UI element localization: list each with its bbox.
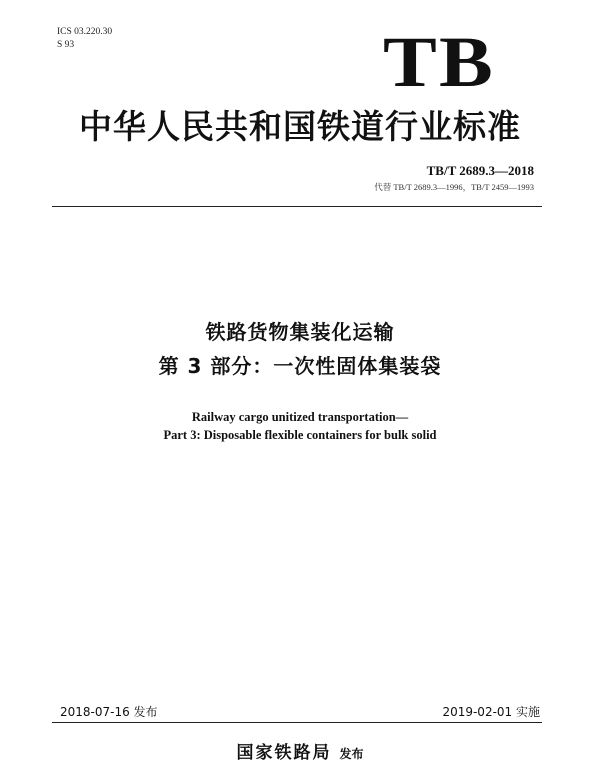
effective-date: 2019-02-01 实施 — [442, 705, 540, 719]
document-title-cn-line2: 第 3 部分：一次性固体集装袋 — [158, 354, 442, 378]
document-title-cn-line1: 铁路货物集装化运输 — [205, 320, 395, 344]
issue-date: 2018-07-16 发布 — [60, 705, 158, 719]
class-code: S 93 — [57, 40, 75, 50]
top-divider — [52, 206, 542, 207]
classification-block — [57, 26, 112, 52]
tb-logo: TB — [383, 22, 496, 102]
standard-title: 中华人民共和国铁道行业标准 — [79, 107, 521, 146]
issuer-name: 国家铁路局 — [236, 743, 332, 763]
document-title-en-line2: Part 3: Disposable flexible containers for bulk solid — [163, 428, 437, 442]
issuer-line — [0, 738, 600, 763]
replaces-note: 代替 TB/T 2689.3—1996，TB/T 2459—1993 — [374, 182, 534, 192]
bottom-divider — [52, 722, 542, 723]
document-title-en-line1: Railway cargo unitized transportation— — [191, 410, 409, 424]
issue-verb: 发布 — [339, 747, 364, 761]
standard-number: TB/T 2689.3—2018 — [426, 163, 534, 178]
ics-code: ICS 03.220.30 — [57, 27, 113, 37]
